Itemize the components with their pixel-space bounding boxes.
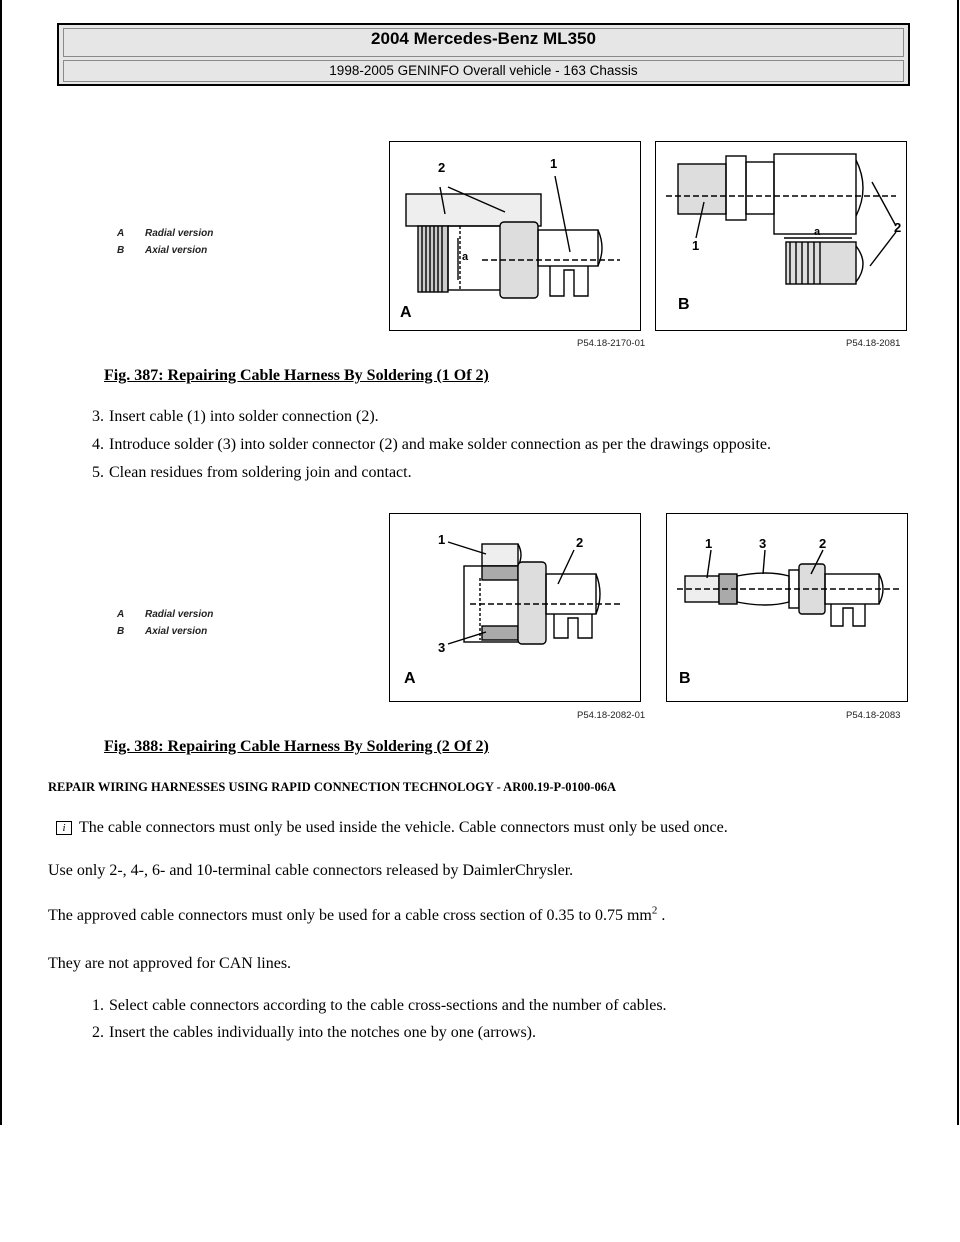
radial-solder-drawing [390, 514, 640, 701]
legend-item-b: B Axial version [117, 245, 208, 256]
callout-3: 3 [438, 640, 446, 655]
list-item: 5. Clean residues from soldering join and contact. [92, 464, 412, 481]
radial-solder-drawing [390, 142, 640, 330]
paragraph: Use only 2-, 4-, 6- and 10-terminal cable connectors released by DaimlerChrysler. [48, 862, 574, 879]
drawing-panel-radial [389, 141, 641, 331]
callout-3: 3 [759, 536, 767, 551]
legend-item-a: A Radial version [117, 609, 214, 620]
callout-1: 1 [705, 536, 713, 551]
paragraph: They are not approved for CAN lines. [48, 955, 292, 972]
panel-label-a: A [404, 670, 416, 687]
note-text: The cable connectors must only be used inside the vehicle. Cable connectors must only be used once. [79, 819, 728, 836]
panel-label-b: B [679, 670, 691, 687]
header-subtitle: 1998-2005 GENINFO Overall vehicle - 163 Chassis [329, 63, 638, 78]
callout-1: 1 [550, 156, 558, 171]
superscript: 2 [651, 904, 658, 917]
callout-a: a [814, 226, 821, 238]
figure-caption-387: Fig. 387: Repairing Cable Harness By Soldering (1 Of 2) [104, 367, 489, 384]
page-border-left [0, 0, 2, 1125]
info-icon: i [56, 821, 72, 835]
section-heading: REPAIR WIRING HARNESSES USING RAPID CONNECTION TECHNOLOGY - AR00.19-P-0100-06A [48, 780, 616, 794]
figure-legend [117, 606, 213, 640]
legend-item-b: B Axial version [117, 626, 208, 637]
drawing-code: P54.18-2081 [846, 338, 901, 349]
drawing-code: P54.18-2170-01 [577, 338, 646, 349]
figure-legend [117, 225, 213, 259]
axial-solder-drawing [656, 142, 906, 330]
document-header [57, 23, 910, 86]
callout-a: a [462, 251, 469, 263]
panel-label-a: A [400, 304, 412, 321]
axial-solder-drawing [667, 514, 907, 701]
list-item: 4. Introduce solder (3) into solder connector (2) and make solder connection as per the drawings opposite. [92, 436, 772, 453]
callout-2: 2 [894, 220, 902, 235]
callout-2: 2 [576, 535, 584, 550]
callout-1: 1 [692, 238, 700, 253]
drawing-panel-axial [655, 141, 907, 331]
figure-caption-388: Fig. 388: Repairing Cable Harness By Soldering (2 Of 2) [104, 738, 489, 755]
drawing-code: P54.18-2082-01 [577, 710, 646, 721]
callout-2: 2 [819, 536, 827, 551]
list-item: 3. Insert cable (1) into solder connection (2). [92, 408, 379, 425]
paragraph: The approved cable connectors must only be used for a cable cross section of 0.35 to 0.75 $mm^2$ . [48, 904, 666, 924]
panel-label-b: B [678, 296, 690, 313]
drawing-panel-radial [389, 513, 641, 702]
legend-item-a: A Radial version [117, 228, 214, 239]
drawing-panel-axial [666, 513, 908, 702]
page-border-right [957, 0, 959, 1125]
list-item: 1. Select cable connectors according to the cable cross-sections and the number of cables. [92, 997, 667, 1014]
callout-2: 2 [438, 160, 446, 175]
callout-1: 1 [438, 532, 446, 547]
drawing-code: P54.18-2083 [846, 710, 901, 721]
list-item: 2. Insert the cables individually into the notches one by one (arrows). [92, 1024, 536, 1041]
header-title: 2004 Mercedes-Benz ML350 [371, 29, 596, 48]
